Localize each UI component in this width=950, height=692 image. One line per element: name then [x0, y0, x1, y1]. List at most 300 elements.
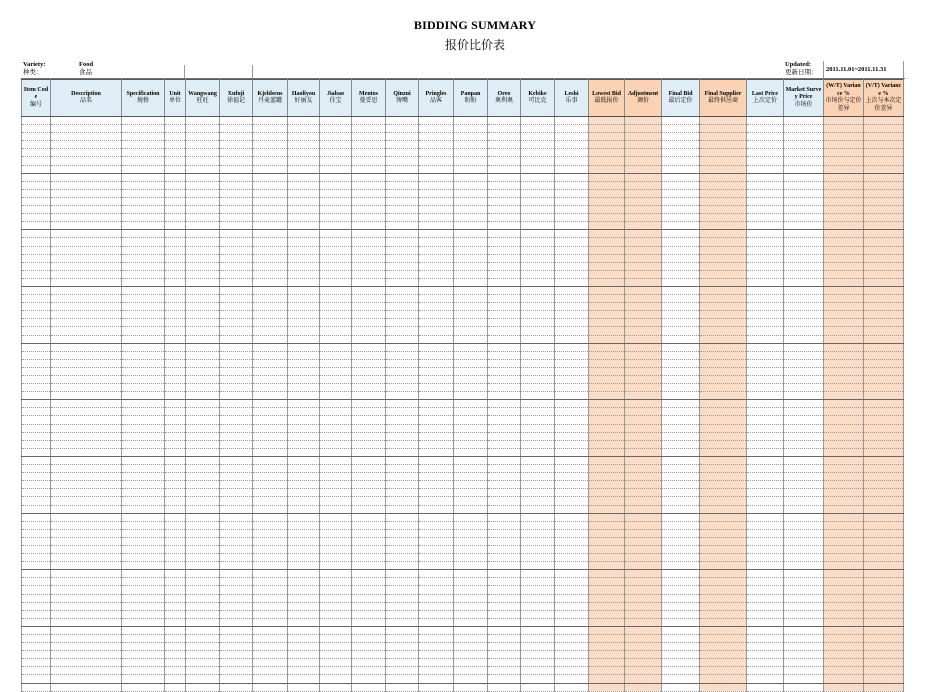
- cell-variance-wt[interactable]: [824, 554, 864, 562]
- cell-variance-wt[interactable]: [824, 181, 864, 189]
- cell-adjustment[interactable]: [625, 448, 662, 456]
- cell-haoliyou[interactable]: [288, 286, 320, 294]
- cell-lowest-bid[interactable]: [589, 367, 625, 375]
- cell-kebike[interactable]: [521, 602, 555, 610]
- cell-xufuji[interactable]: [220, 586, 253, 594]
- cell-adjustment[interactable]: [625, 246, 662, 254]
- cell-last-price[interactable]: [747, 238, 784, 246]
- cell-pringles[interactable]: [419, 481, 454, 489]
- cell-lowest-bid[interactable]: [589, 481, 625, 489]
- cell-last-price[interactable]: [747, 222, 784, 230]
- cell-specification[interactable]: [122, 554, 165, 562]
- cell-last-price[interactable]: [747, 286, 784, 294]
- cell-pringles[interactable]: [419, 424, 454, 432]
- cell-specification[interactable]: [122, 319, 165, 327]
- cell-mentos[interactable]: [352, 295, 386, 303]
- cell-specification[interactable]: [122, 626, 165, 634]
- cell-variance-wt[interactable]: [824, 529, 864, 537]
- cell-specification[interactable]: [122, 335, 165, 343]
- cell-unit[interactable]: [165, 651, 186, 659]
- cell-leshi[interactable]: [555, 602, 589, 610]
- cell-specification[interactable]: [122, 610, 165, 618]
- cell-kebike[interactable]: [521, 384, 555, 392]
- cell-haoliyou[interactable]: [288, 473, 320, 481]
- cell-final-supplier[interactable]: [700, 384, 747, 392]
- cell-lowest-bid[interactable]: [589, 197, 625, 205]
- cell-kjeldsens[interactable]: [253, 465, 288, 473]
- cell-description[interactable]: [51, 594, 122, 602]
- cell-qinzui[interactable]: [386, 117, 419, 125]
- cell-jiabao[interactable]: [320, 125, 352, 133]
- cell-xufuji[interactable]: [220, 626, 253, 634]
- cell-description[interactable]: [51, 529, 122, 537]
- cell-pringles[interactable]: [419, 440, 454, 448]
- cell-adjustment[interactable]: [625, 189, 662, 197]
- cell-variance-vt[interactable]: [864, 529, 904, 537]
- cell-panpan[interactable]: [454, 392, 488, 400]
- cell-specification[interactable]: [122, 295, 165, 303]
- cell-mentos[interactable]: [352, 489, 386, 497]
- cell-specification[interactable]: [122, 545, 165, 553]
- cell-description[interactable]: [51, 521, 122, 529]
- cell-item-code[interactable]: [22, 343, 51, 351]
- cell-mentos[interactable]: [352, 133, 386, 141]
- cell-market-survey[interactable]: [784, 400, 824, 408]
- cell-variance-wt[interactable]: [824, 643, 864, 651]
- cell-jiabao[interactable]: [320, 659, 352, 667]
- cell-leshi[interactable]: [555, 513, 589, 521]
- cell-description[interactable]: [51, 505, 122, 513]
- cell-adjustment[interactable]: [625, 165, 662, 173]
- cell-unit[interactable]: [165, 367, 186, 375]
- cell-specification[interactable]: [122, 408, 165, 416]
- cell-variance-wt[interactable]: [824, 400, 864, 408]
- cell-pringles[interactable]: [419, 594, 454, 602]
- cell-lowest-bid[interactable]: [589, 254, 625, 262]
- cell-variance-wt[interactable]: [824, 473, 864, 481]
- cell-pringles[interactable]: [419, 335, 454, 343]
- cell-final-supplier[interactable]: [700, 586, 747, 594]
- cell-unit[interactable]: [165, 125, 186, 133]
- cell-unit[interactable]: [165, 578, 186, 586]
- cell-jiabao[interactable]: [320, 230, 352, 238]
- cell-final-supplier[interactable]: [700, 521, 747, 529]
- cell-unit[interactable]: [165, 319, 186, 327]
- cell-variance-wt[interactable]: [824, 481, 864, 489]
- cell-market-survey[interactable]: [784, 675, 824, 683]
- cell-xufuji[interactable]: [220, 141, 253, 149]
- cell-final-supplier[interactable]: [700, 392, 747, 400]
- cell-oreo[interactable]: [488, 643, 521, 651]
- cell-xufuji[interactable]: [220, 505, 253, 513]
- cell-final-supplier[interactable]: [700, 489, 747, 497]
- cell-market-survey[interactable]: [784, 562, 824, 570]
- cell-mentos[interactable]: [352, 214, 386, 222]
- cell-kjeldsens[interactable]: [253, 133, 288, 141]
- cell-market-survey[interactable]: [784, 343, 824, 351]
- cell-leshi[interactable]: [555, 586, 589, 594]
- cell-oreo[interactable]: [488, 165, 521, 173]
- cell-final-supplier[interactable]: [700, 327, 747, 335]
- cell-haoliyou[interactable]: [288, 610, 320, 618]
- cell-wangwang[interactable]: [186, 610, 220, 618]
- cell-adjustment[interactable]: [625, 408, 662, 416]
- cell-description[interactable]: [51, 343, 122, 351]
- cell-kjeldsens[interactable]: [253, 626, 288, 634]
- cell-haoliyou[interactable]: [288, 594, 320, 602]
- cell-specification[interactable]: [122, 189, 165, 197]
- cell-kebike[interactable]: [521, 133, 555, 141]
- cell-panpan[interactable]: [454, 238, 488, 246]
- cell-description[interactable]: [51, 554, 122, 562]
- cell-lowest-bid[interactable]: [589, 335, 625, 343]
- cell-wangwang[interactable]: [186, 311, 220, 319]
- cell-specification[interactable]: [122, 367, 165, 375]
- cell-market-survey[interactable]: [784, 303, 824, 311]
- cell-specification[interactable]: [122, 262, 165, 270]
- cell-market-survey[interactable]: [784, 537, 824, 545]
- cell-specification[interactable]: [122, 303, 165, 311]
- cell-unit[interactable]: [165, 295, 186, 303]
- cell-final-bid[interactable]: [662, 222, 700, 230]
- cell-oreo[interactable]: [488, 529, 521, 537]
- cell-qinzui[interactable]: [386, 165, 419, 173]
- cell-leshi[interactable]: [555, 683, 589, 691]
- cell-jiabao[interactable]: [320, 610, 352, 618]
- cell-mentos[interactable]: [352, 667, 386, 675]
- cell-lowest-bid[interactable]: [589, 635, 625, 643]
- cell-xufuji[interactable]: [220, 497, 253, 505]
- cell-variance-vt[interactable]: [864, 262, 904, 270]
- cell-haoliyou[interactable]: [288, 214, 320, 222]
- cell-final-bid[interactable]: [662, 303, 700, 311]
- cell-lowest-bid[interactable]: [589, 246, 625, 254]
- cell-market-survey[interactable]: [784, 481, 824, 489]
- cell-specification[interactable]: [122, 149, 165, 157]
- cell-variance-wt[interactable]: [824, 335, 864, 343]
- cell-jiabao[interactable]: [320, 295, 352, 303]
- cell-mentos[interactable]: [352, 481, 386, 489]
- cell-mentos[interactable]: [352, 602, 386, 610]
- cell-description[interactable]: [51, 141, 122, 149]
- cell-lowest-bid[interactable]: [589, 408, 625, 416]
- cell-haoliyou[interactable]: [288, 675, 320, 683]
- cell-final-supplier[interactable]: [700, 189, 747, 197]
- cell-final-supplier[interactable]: [700, 513, 747, 521]
- cell-pringles[interactable]: [419, 149, 454, 157]
- cell-item-code[interactable]: [22, 618, 51, 626]
- cell-panpan[interactable]: [454, 303, 488, 311]
- cell-xufuji[interactable]: [220, 222, 253, 230]
- cell-wangwang[interactable]: [186, 335, 220, 343]
- cell-leshi[interactable]: [555, 481, 589, 489]
- cell-mentos[interactable]: [352, 643, 386, 651]
- cell-item-code[interactable]: [22, 367, 51, 375]
- cell-wangwang[interactable]: [186, 197, 220, 205]
- cell-market-survey[interactable]: [784, 351, 824, 359]
- cell-final-bid[interactable]: [662, 505, 700, 513]
- cell-description[interactable]: [51, 238, 122, 246]
- cell-variance-vt[interactable]: [864, 545, 904, 553]
- cell-specification[interactable]: [122, 521, 165, 529]
- cell-kjeldsens[interactable]: [253, 125, 288, 133]
- cell-leshi[interactable]: [555, 181, 589, 189]
- cell-description[interactable]: [51, 586, 122, 594]
- cell-variance-wt[interactable]: [824, 165, 864, 173]
- cell-qinzui[interactable]: [386, 351, 419, 359]
- cell-market-survey[interactable]: [784, 667, 824, 675]
- cell-variance-wt[interactable]: [824, 206, 864, 214]
- cell-item-code[interactable]: [22, 602, 51, 610]
- cell-kebike[interactable]: [521, 311, 555, 319]
- cell-jiabao[interactable]: [320, 424, 352, 432]
- cell-kebike[interactable]: [521, 181, 555, 189]
- cell-wangwang[interactable]: [186, 465, 220, 473]
- cell-unit[interactable]: [165, 359, 186, 367]
- cell-haoliyou[interactable]: [288, 651, 320, 659]
- cell-final-supplier[interactable]: [700, 270, 747, 278]
- cell-mentos[interactable]: [352, 521, 386, 529]
- cell-variance-wt[interactable]: [824, 197, 864, 205]
- cell-haoliyou[interactable]: [288, 376, 320, 384]
- cell-pringles[interactable]: [419, 286, 454, 294]
- cell-leshi[interactable]: [555, 465, 589, 473]
- cell-description[interactable]: [51, 465, 122, 473]
- cell-description[interactable]: [51, 351, 122, 359]
- cell-jiabao[interactable]: [320, 562, 352, 570]
- cell-kebike[interactable]: [521, 424, 555, 432]
- cell-kjeldsens[interactable]: [253, 675, 288, 683]
- cell-jiabao[interactable]: [320, 554, 352, 562]
- cell-adjustment[interactable]: [625, 610, 662, 618]
- cell-mentos[interactable]: [352, 165, 386, 173]
- cell-kebike[interactable]: [521, 197, 555, 205]
- cell-jiabao[interactable]: [320, 473, 352, 481]
- cell-mentos[interactable]: [352, 117, 386, 125]
- cell-panpan[interactable]: [454, 489, 488, 497]
- cell-kjeldsens[interactable]: [253, 173, 288, 181]
- cell-haoliyou[interactable]: [288, 643, 320, 651]
- cell-qinzui[interactable]: [386, 230, 419, 238]
- cell-leshi[interactable]: [555, 432, 589, 440]
- cell-unit[interactable]: [165, 618, 186, 626]
- cell-qinzui[interactable]: [386, 400, 419, 408]
- cell-variance-vt[interactable]: [864, 303, 904, 311]
- cell-oreo[interactable]: [488, 505, 521, 513]
- cell-final-bid[interactable]: [662, 230, 700, 238]
- cell-jiabao[interactable]: [320, 537, 352, 545]
- cell-specification[interactable]: [122, 214, 165, 222]
- cell-lowest-bid[interactable]: [589, 400, 625, 408]
- cell-qinzui[interactable]: [386, 262, 419, 270]
- cell-description[interactable]: [51, 675, 122, 683]
- cell-specification[interactable]: [122, 230, 165, 238]
- cell-final-bid[interactable]: [662, 238, 700, 246]
- cell-lowest-bid[interactable]: [589, 497, 625, 505]
- cell-mentos[interactable]: [352, 683, 386, 691]
- cell-qinzui[interactable]: [386, 594, 419, 602]
- cell-description[interactable]: [51, 683, 122, 691]
- cell-kebike[interactable]: [521, 432, 555, 440]
- cell-variance-wt[interactable]: [824, 521, 864, 529]
- cell-lowest-bid[interactable]: [589, 181, 625, 189]
- cell-description[interactable]: [51, 473, 122, 481]
- cell-wangwang[interactable]: [186, 626, 220, 634]
- cell-final-bid[interactable]: [662, 554, 700, 562]
- cell-specification[interactable]: [122, 667, 165, 675]
- cell-pringles[interactable]: [419, 643, 454, 651]
- cell-item-code[interactable]: [22, 311, 51, 319]
- cell-kjeldsens[interactable]: [253, 392, 288, 400]
- cell-wangwang[interactable]: [186, 497, 220, 505]
- cell-last-price[interactable]: [747, 270, 784, 278]
- cell-leshi[interactable]: [555, 303, 589, 311]
- cell-pringles[interactable]: [419, 117, 454, 125]
- cell-panpan[interactable]: [454, 149, 488, 157]
- cell-unit[interactable]: [165, 473, 186, 481]
- cell-unit[interactable]: [165, 675, 186, 683]
- cell-kjeldsens[interactable]: [253, 481, 288, 489]
- cell-mentos[interactable]: [352, 254, 386, 262]
- cell-kebike[interactable]: [521, 246, 555, 254]
- cell-adjustment[interactable]: [625, 554, 662, 562]
- cell-final-supplier[interactable]: [700, 149, 747, 157]
- cell-leshi[interactable]: [555, 327, 589, 335]
- cell-wangwang[interactable]: [186, 562, 220, 570]
- cell-specification[interactable]: [122, 659, 165, 667]
- cell-haoliyou[interactable]: [288, 222, 320, 230]
- cell-jiabao[interactable]: [320, 440, 352, 448]
- cell-haoliyou[interactable]: [288, 384, 320, 392]
- cell-oreo[interactable]: [488, 189, 521, 197]
- cell-haoliyou[interactable]: [288, 181, 320, 189]
- cell-kjeldsens[interactable]: [253, 270, 288, 278]
- cell-item-code[interactable]: [22, 206, 51, 214]
- cell-oreo[interactable]: [488, 513, 521, 521]
- cell-qinzui[interactable]: [386, 602, 419, 610]
- cell-panpan[interactable]: [454, 659, 488, 667]
- cell-leshi[interactable]: [555, 286, 589, 294]
- cell-market-survey[interactable]: [784, 165, 824, 173]
- cell-final-supplier[interactable]: [700, 165, 747, 173]
- cell-jiabao[interactable]: [320, 586, 352, 594]
- cell-kjeldsens[interactable]: [253, 206, 288, 214]
- cell-panpan[interactable]: [454, 448, 488, 456]
- cell-qinzui[interactable]: [386, 214, 419, 222]
- cell-leshi[interactable]: [555, 448, 589, 456]
- cell-oreo[interactable]: [488, 367, 521, 375]
- cell-leshi[interactable]: [555, 367, 589, 375]
- cell-lowest-bid[interactable]: [589, 473, 625, 481]
- cell-adjustment[interactable]: [625, 416, 662, 424]
- cell-pringles[interactable]: [419, 675, 454, 683]
- cell-mentos[interactable]: [352, 384, 386, 392]
- cell-pringles[interactable]: [419, 327, 454, 335]
- cell-description[interactable]: [51, 319, 122, 327]
- cell-last-price[interactable]: [747, 408, 784, 416]
- cell-last-price[interactable]: [747, 384, 784, 392]
- cell-haoliyou[interactable]: [288, 545, 320, 553]
- cell-pringles[interactable]: [419, 497, 454, 505]
- cell-final-supplier[interactable]: [700, 197, 747, 205]
- cell-unit[interactable]: [165, 610, 186, 618]
- cell-panpan[interactable]: [454, 643, 488, 651]
- cell-description[interactable]: [51, 214, 122, 222]
- cell-description[interactable]: [51, 173, 122, 181]
- cell-final-bid[interactable]: [662, 311, 700, 319]
- cell-final-supplier[interactable]: [700, 125, 747, 133]
- cell-item-code[interactable]: [22, 246, 51, 254]
- cell-unit[interactable]: [165, 456, 186, 464]
- cell-mentos[interactable]: [352, 659, 386, 667]
- cell-qinzui[interactable]: [386, 610, 419, 618]
- cell-item-code[interactable]: [22, 481, 51, 489]
- cell-variance-wt[interactable]: [824, 222, 864, 230]
- cell-market-survey[interactable]: [784, 408, 824, 416]
- cell-qinzui[interactable]: [386, 456, 419, 464]
- cell-pringles[interactable]: [419, 133, 454, 141]
- cell-mentos[interactable]: [352, 473, 386, 481]
- cell-unit[interactable]: [165, 513, 186, 521]
- cell-market-survey[interactable]: [784, 133, 824, 141]
- cell-item-code[interactable]: [22, 303, 51, 311]
- cell-panpan[interactable]: [454, 351, 488, 359]
- cell-last-price[interactable]: [747, 173, 784, 181]
- cell-jiabao[interactable]: [320, 376, 352, 384]
- cell-oreo[interactable]: [488, 570, 521, 578]
- cell-kjeldsens[interactable]: [253, 683, 288, 691]
- cell-last-price[interactable]: [747, 278, 784, 286]
- cell-variance-vt[interactable]: [864, 149, 904, 157]
- cell-mentos[interactable]: [352, 238, 386, 246]
- cell-variance-vt[interactable]: [864, 295, 904, 303]
- cell-xufuji[interactable]: [220, 643, 253, 651]
- cell-pringles[interactable]: [419, 529, 454, 537]
- cell-description[interactable]: [51, 440, 122, 448]
- cell-last-price[interactable]: [747, 189, 784, 197]
- cell-mentos[interactable]: [352, 376, 386, 384]
- cell-adjustment[interactable]: [625, 545, 662, 553]
- cell-description[interactable]: [51, 618, 122, 626]
- cell-kjeldsens[interactable]: [253, 230, 288, 238]
- cell-market-survey[interactable]: [784, 643, 824, 651]
- cell-mentos[interactable]: [352, 610, 386, 618]
- cell-adjustment[interactable]: [625, 473, 662, 481]
- cell-variance-wt[interactable]: [824, 125, 864, 133]
- cell-final-bid[interactable]: [662, 367, 700, 375]
- cell-variance-wt[interactable]: [824, 189, 864, 197]
- cell-leshi[interactable]: [555, 149, 589, 157]
- cell-oreo[interactable]: [488, 270, 521, 278]
- cell-market-survey[interactable]: [784, 626, 824, 634]
- cell-unit[interactable]: [165, 416, 186, 424]
- cell-kebike[interactable]: [521, 125, 555, 133]
- cell-xufuji[interactable]: [220, 286, 253, 294]
- cell-last-price[interactable]: [747, 489, 784, 497]
- cell-mentos[interactable]: [352, 465, 386, 473]
- cell-haoliyou[interactable]: [288, 351, 320, 359]
- cell-jiabao[interactable]: [320, 303, 352, 311]
- cell-oreo[interactable]: [488, 254, 521, 262]
- cell-final-bid[interactable]: [662, 578, 700, 586]
- cell-mentos[interactable]: [352, 440, 386, 448]
- cell-specification[interactable]: [122, 594, 165, 602]
- cell-variance-vt[interactable]: [864, 359, 904, 367]
- cell-specification[interactable]: [122, 513, 165, 521]
- cell-final-bid[interactable]: [662, 246, 700, 254]
- cell-haoliyou[interactable]: [288, 125, 320, 133]
- cell-kjeldsens[interactable]: [253, 408, 288, 416]
